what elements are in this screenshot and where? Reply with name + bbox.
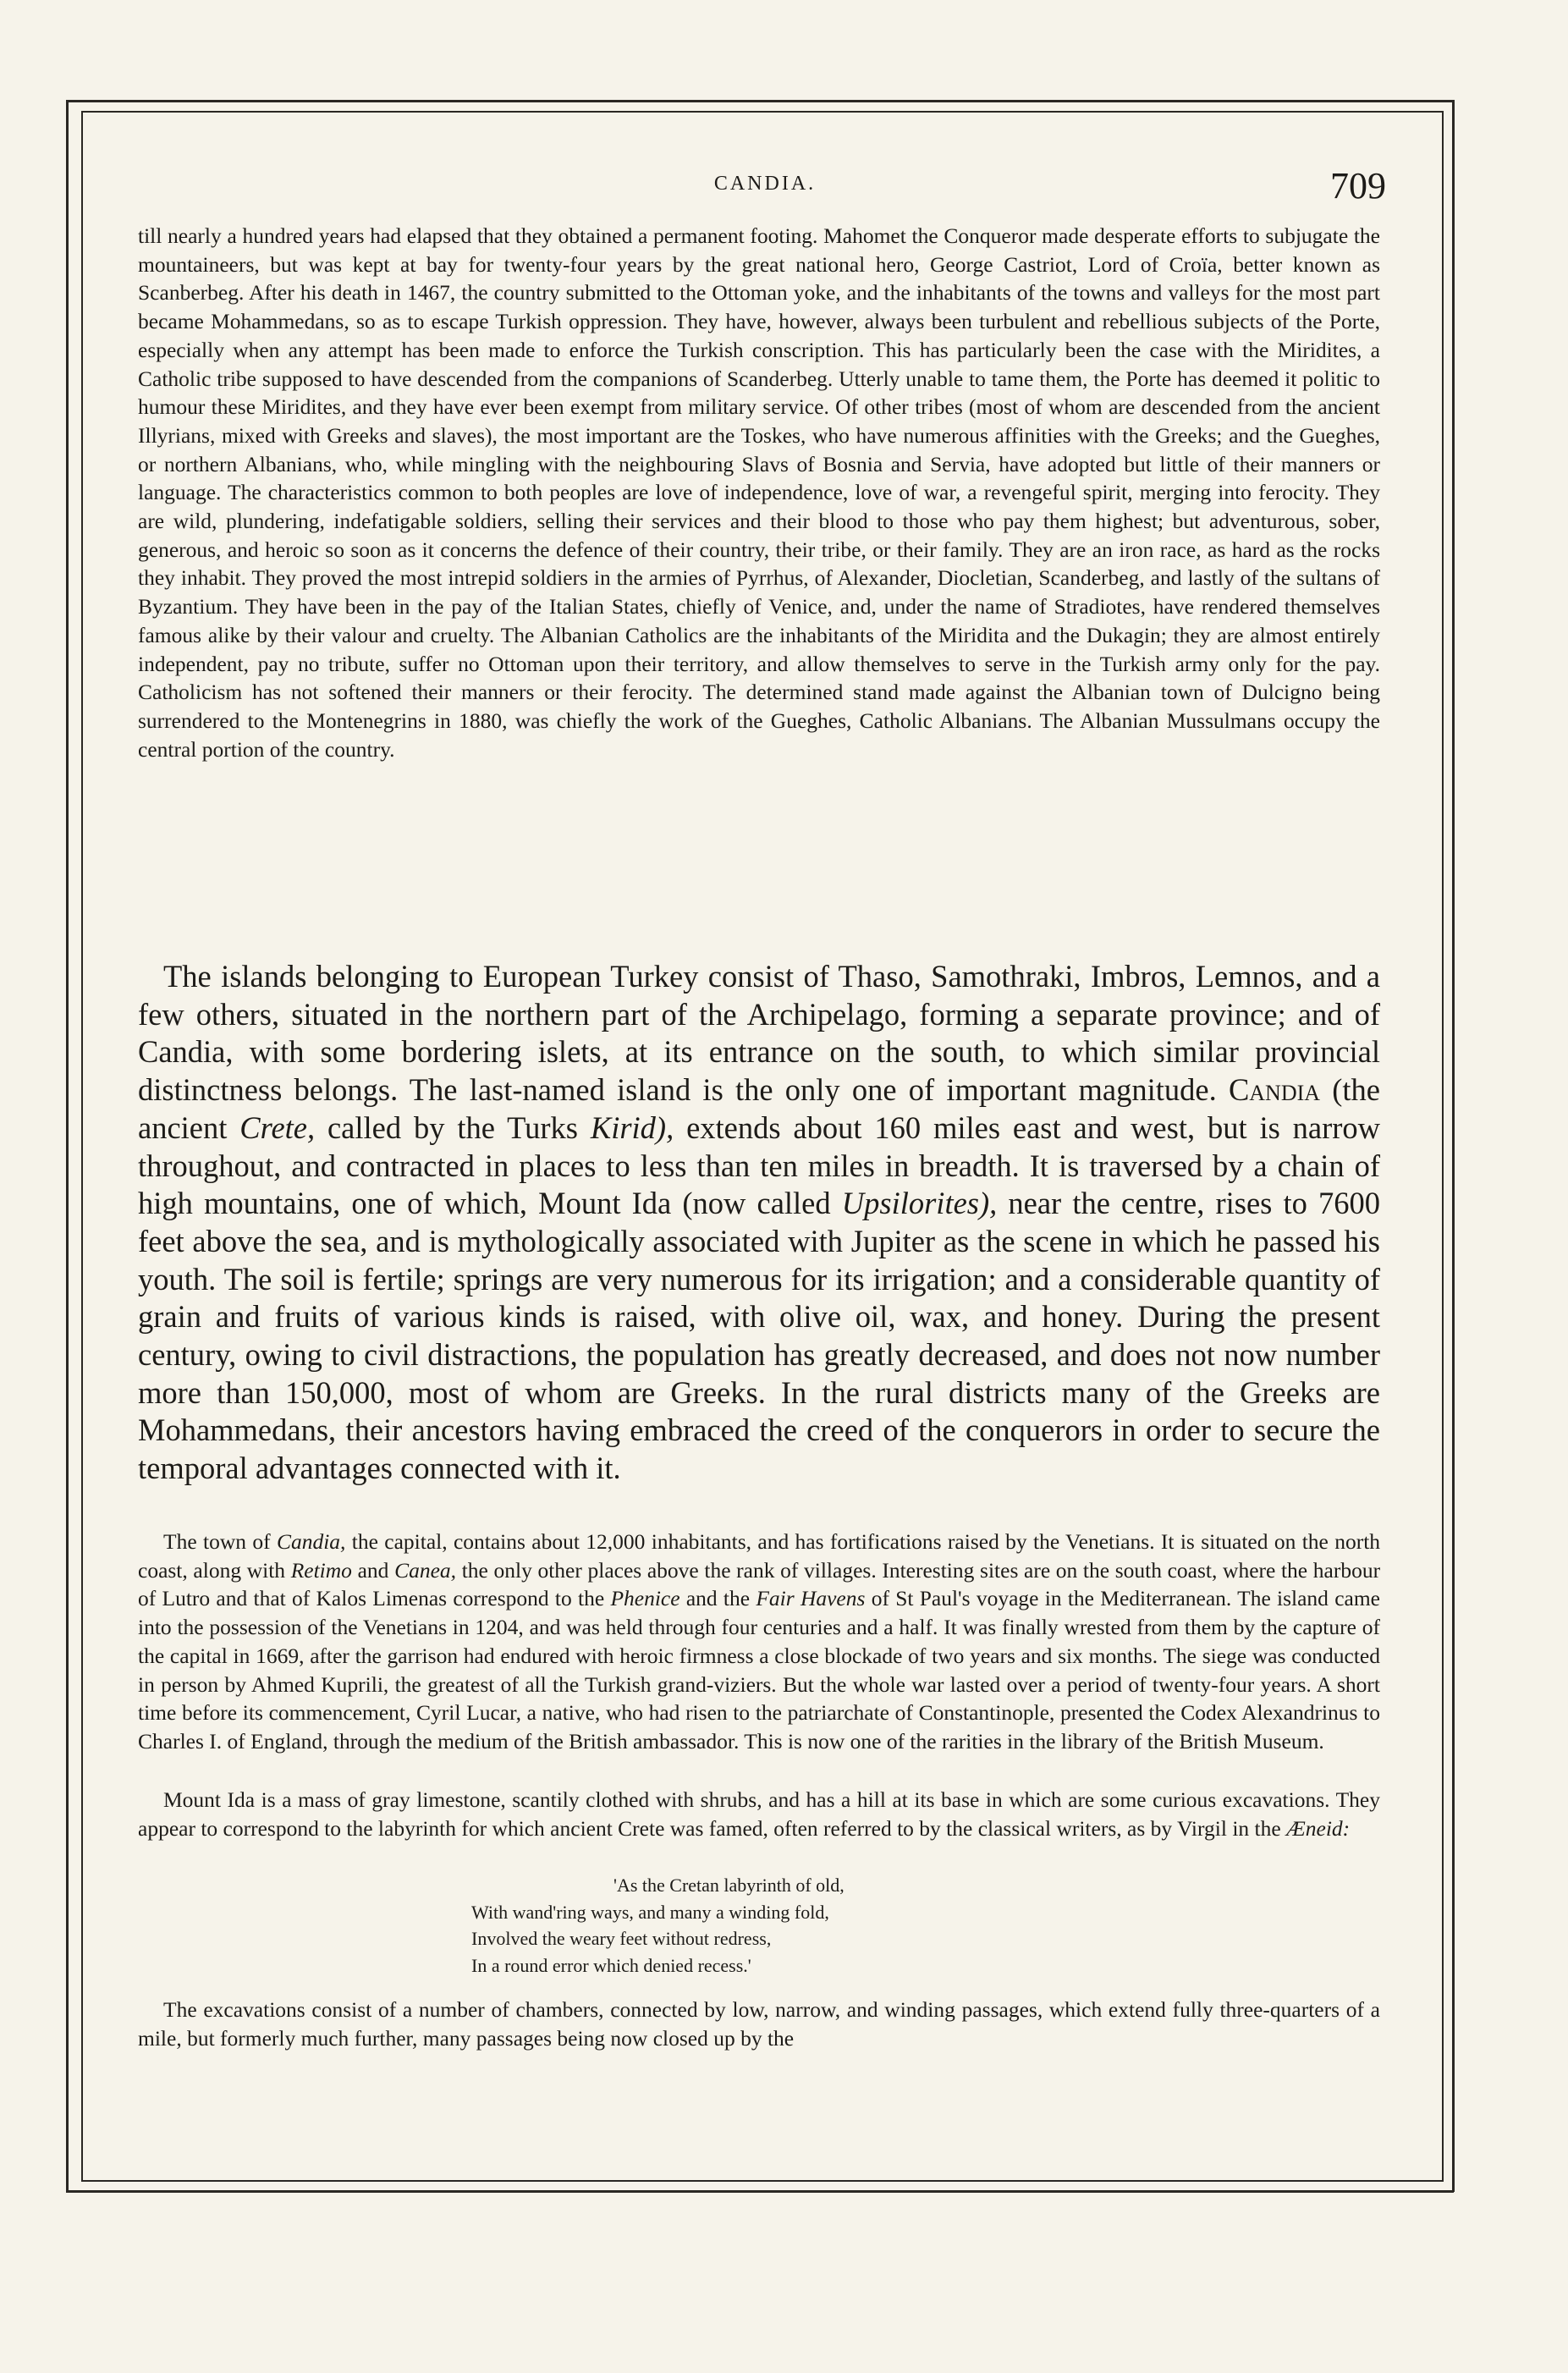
frame-top-inner [81,111,1444,113]
verse-line: Involved the weary feet without redress, [471,1928,772,1949]
paragraph-text: Mount Ida is a mass of gray limestone, scantily clothed with shrubs, and has a hill at its base in which are some curious excavations. They appear to correspond to the labyrinth for which ancient Crete was famed, often referred to by the classical writers, as by Virgil in the Æneid: [138,1787,1380,1841]
running-title: CANDIA. [713,173,817,195]
page-number: 709 [1330,165,1386,206]
frame-left-inner [81,111,83,2181]
frame-top-outer [66,100,1454,102]
paragraph-excavations [138,1996,1380,2052]
verse-line: 'As the Cretan labyrinth of old, [613,1875,845,1896]
paragraph-mount-ida [138,1786,1380,1842]
verse-line: In a round error which denied recess.' [471,1954,751,1976]
frame-bottom-inner [81,2180,1444,2182]
paragraph-text: The excavations consist of a number of chambers, connected by low, narrow, and winding passages, which extend fully three-quarters of a mile, but formerly much further, many passages being now closed up by the [138,1997,1380,2051]
frame-left-outer [66,100,69,2192]
frame-bottom-outer [66,2190,1454,2193]
frame-right-outer [1452,100,1455,2192]
candia-heading: Candia [1228,1072,1321,1108]
paragraph-text: The islands belonging to European Turkey consist of Thaso, Samothraki, Imbros, Lemnos, and a few others, situated in the northern part of the Archipelago, forming a separate province; and of Candia, with some bordering islets, at its entrance on the south, to which similar provincial distinctness belongs. The last-named island is the only one of important magnitude. Candia (the ancient Crete, called by the Turks Kirid), extends about 160 miles east and west, but is narrow throughout, and contracted in places to less than ten miles in breadth. It is traversed by a chain of high mountains, one of which, Mount Ida (now called Upsilorites), near the centre, rises to 7600 feet above the sea, and is mythologically associated with Jupiter as the scene in which he passed his youth. The soil is fertile; springs are very numerous for its irrigation; and a considerable quantity of grain and fruits of various kinds is raised, with olive oil, wax, and honey. During the present century, owing to civil distractions, the population has greatly decreased, and does not now number more than 150,000, most of whom are Greeks. In the rural districts many of the Greeks are Mohammedans, their ancestors having embraced the creed of the conquerors in order to secure the temporal advantages connected with it. [138,959,1381,1486]
page-header [144,165,1386,210]
paragraph-text: till nearly a hundred years had elapsed that they obtained a permanent footing. Mahomet the Conqueror made desperate efforts to subjugate the mountaineers, but was kept at bay for twenty-four years by the great national hero, George Castriot, Lord of Croïa, better known as Scanberbeg. After his death in 1467, the country submitted to the Ottoman yoke, and the inhabitants of the towns and valleys for the most part became Mohammedans, so as to escape Turkish oppression. They have, however, always been turbulent and rebellious subjects of the Porte, especially when any attempt has been made to enforce the Turkish conscription. This has particularly been the case with the Miridites, a Catholic tribe supposed to have descended from the companions of Scanderbeg. Utterly unable to tame them, the Porte has deemed it politic to humour these Miridites, and they have ever been exempt from military service. Of other tribes (most of whom are descended from the ancient Illyrians, mixed with Greeks and slaves), the most important are the Toskes, who have numerous affinities with the Greeks; and the Gueghes, or northern Albanians, who, while mingling with the neighbouring Slavs of Bosnia and Servia, have adopted but little of their manners or language. The characteristics common to both peoples are love of independence, love of war, a revengeful spirit, merging into ferocity. They are wild, plundering, indefatigable soldiers, selling their services and their blood to those who pay them highest; but adventurous, sober, generous, and heroic so soon as it concerns the defence of their country, their tribe, or their family. They are an iron race, as hard as the rocks they inhabit. They proved the most intrepid soldiers in the armies of Pyrrhus, of Alexander, Diocletian, Scanderbeg, and lastly of the sultans of Byzantium. They have been in the pay of the Italian States, chiefly of Venice, and, under the name of Stradiotes, have rendered themselves famous alike by their valour and cruelty. The Albanian Catholics are the inhabitants of the Miridita and the Dukagin; they are almost entirely independent, pay no tribute, suffer no Ottoman upon their territory, and allow themselves to serve in the Turkish army only for the pay. Catholicism has not softened their manners or their ferocity. The determined stand made against the Albanian town of Dulcigno being surrendered to the Montenegrins in 1880, was chiefly the work of the Gueghes, Catholic Albanians. The Albanian Mussulmans occupy the central portion of the country. [138,223,1380,762]
paragraph-albanians [138,222,1380,763]
paragraph-town-of-candia [138,1528,1380,1756]
paragraph-text: The town of Candia, the capital, contains about 12,000 inhabitants, and has fortifications raised by the Venetians. It is situated on the north coast, along with Retimo and Canea, the only other places above the rank of villages. Interesting sites are on the south coast, where the harbour of Lutro and that of Kalos Limenas correspond to the Phenice and the Fair Havens of St Paul's voyage in the Mediterranean. The island came into the possession of the Venetians in 1204, and was held through four centuries and a half. It was finally wrested from them by the capture of the capital in 1669, after the garrison had endured with heroic firmness a close blockade of two years and six months. The siege was conducted in person by Ahmed Kuprili, the greatest of all the Turkish grand-viziers. But the whole war lasted over a period of twenty-four years. A short time before its commencement, Cyril Lucar, a native, who had risen to the patriarchate of Constantinople, presented the Codex Alexandrinus to Charles I. of England, through the medium of the British ambassador. This is now one of the rarities in the library of the British Museum. [138,1529,1381,1754]
verse-line: With wand'ring ways, and many a winding fold, [471,1901,829,1923]
paragraph-islands [138,958,1380,1488]
frame-right-inner [1442,111,1444,2181]
verse-quotation [471,1872,1064,1979]
